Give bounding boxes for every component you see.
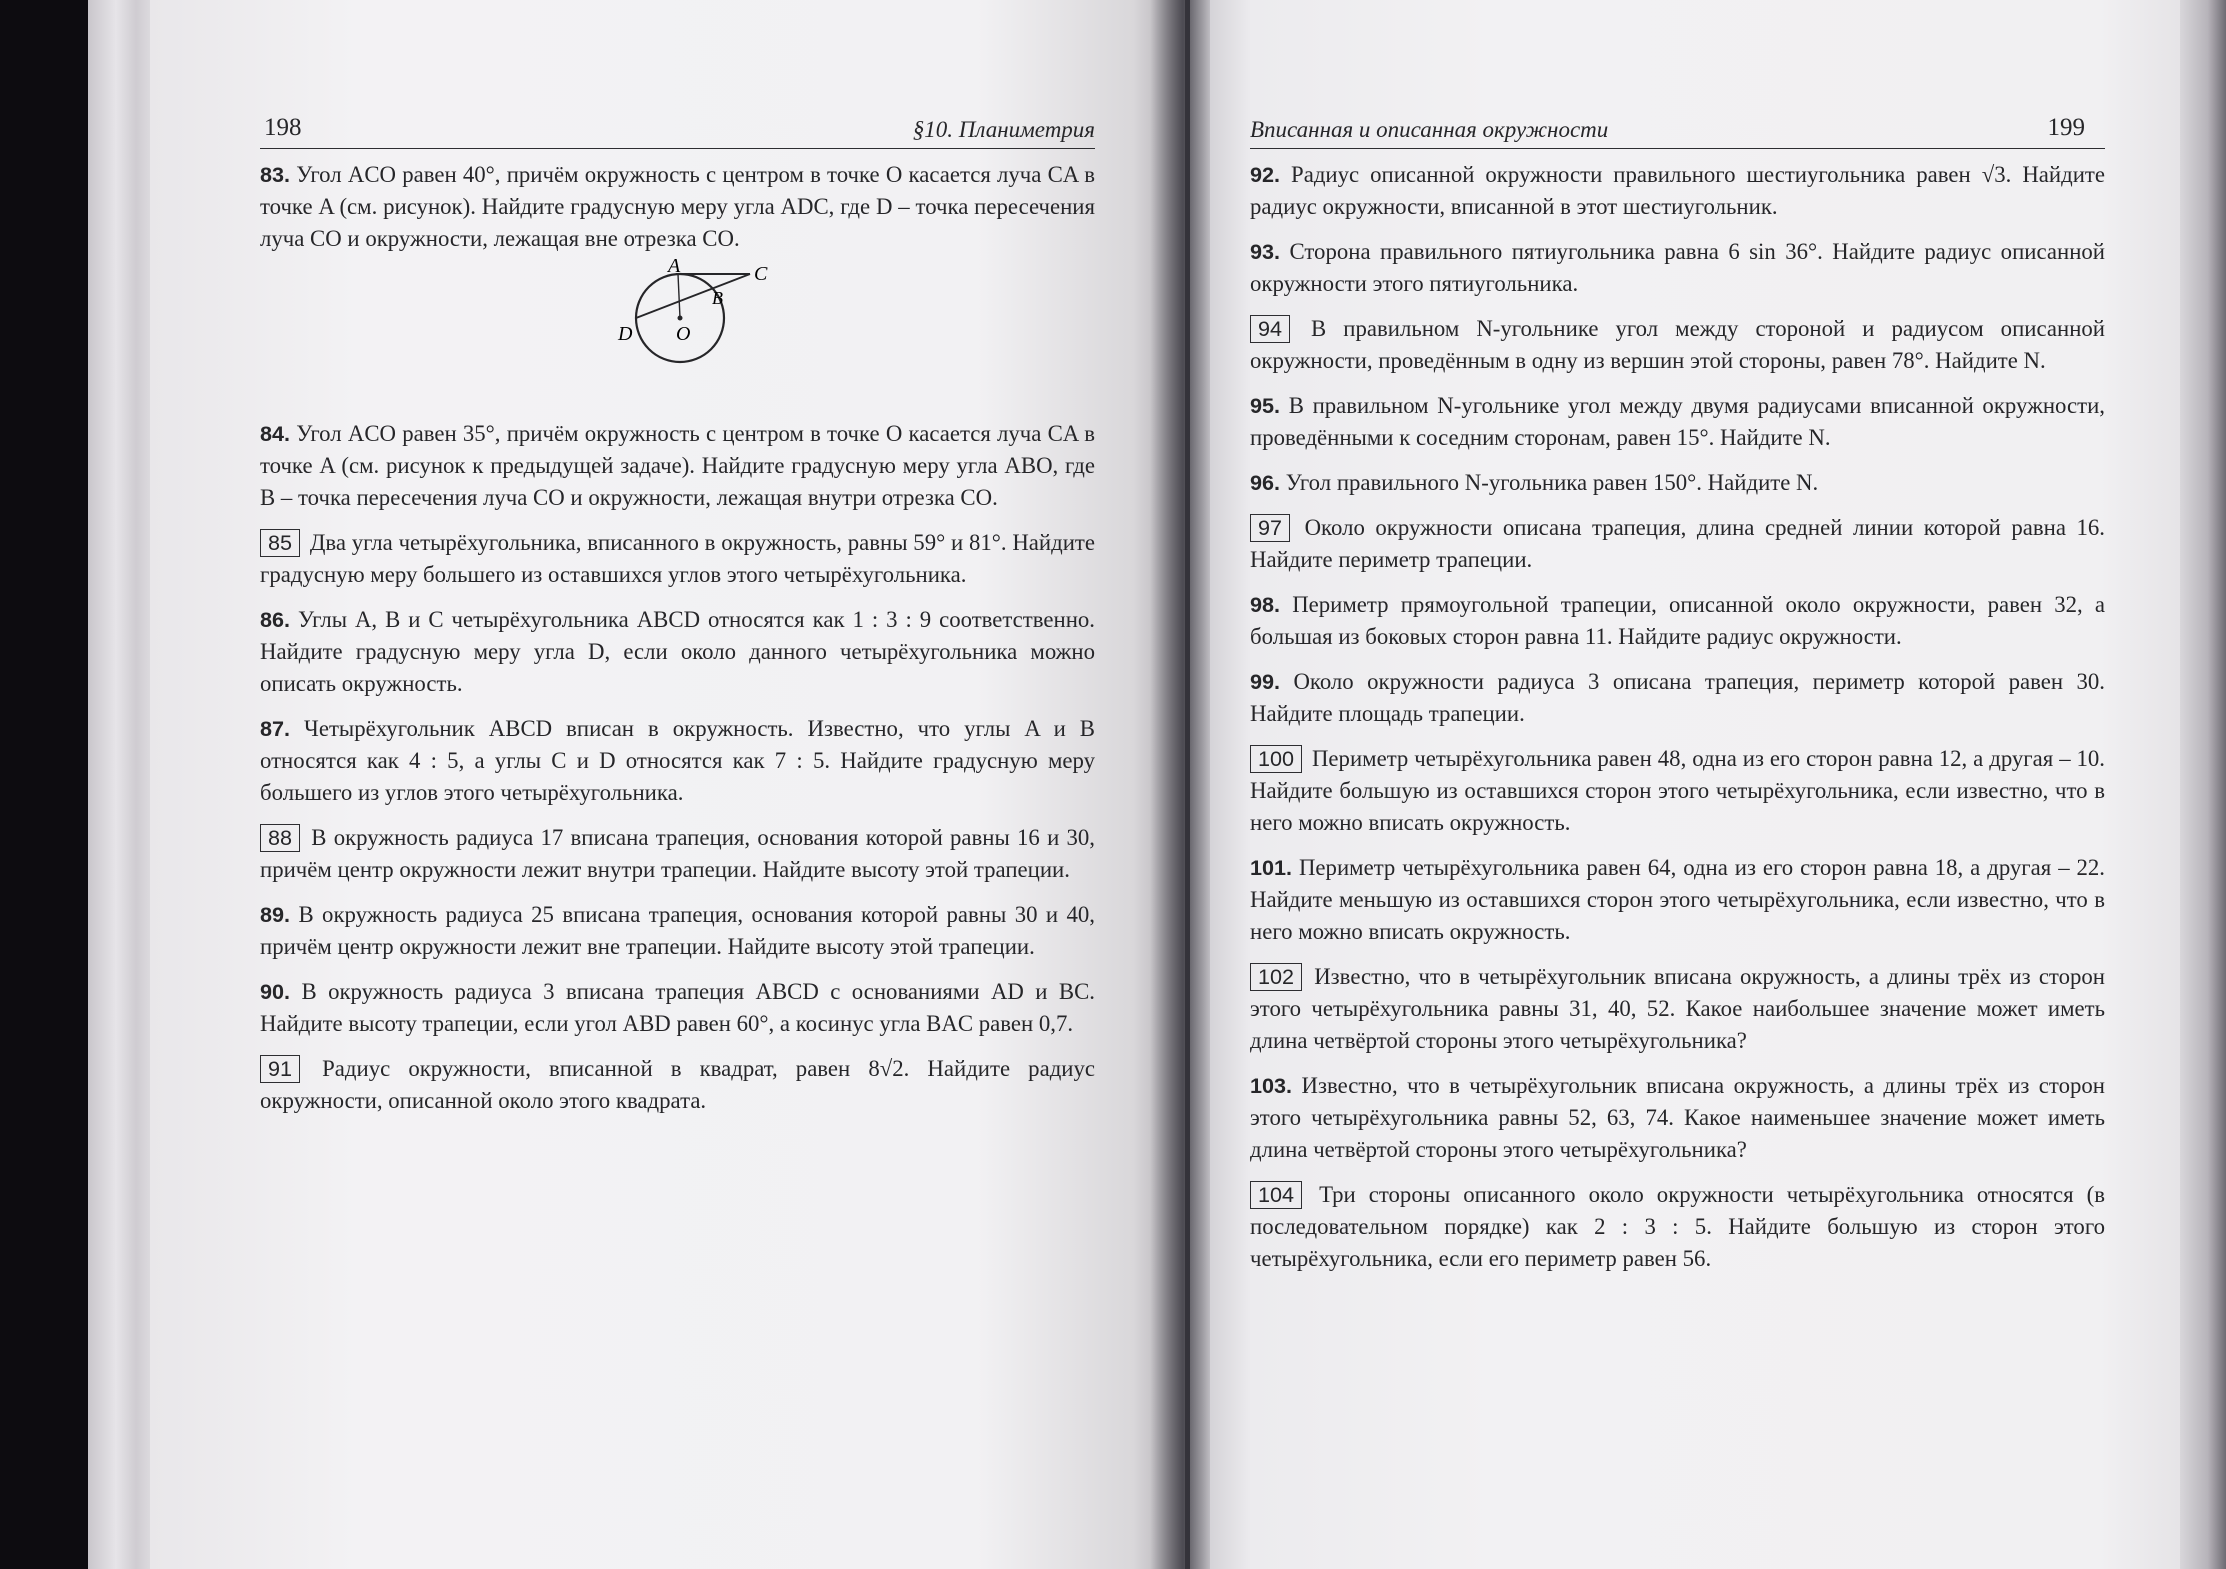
problem-89	[260, 899, 1095, 963]
problem-number: 99.	[1250, 669, 1281, 694]
problem-number: 96.	[1250, 470, 1281, 495]
left-page-header	[260, 110, 1095, 149]
problem-text: Радиус описанной окружности правильного шестиугольника равен √3. Найдите радиус окружности, вписанной в этот шестиугольник.	[1250, 162, 2105, 219]
problem-number: 95.	[1250, 393, 1281, 418]
problem-number: 98.	[1250, 592, 1281, 617]
problem-86	[260, 604, 1095, 700]
radius-oa	[678, 274, 680, 318]
problem-number: 90.	[260, 979, 291, 1004]
problem-text: Углы A, B и C четырёхугольника ABCD относятся как 1 : 3 : 9 соответственно. Найдите градусную меру угла D, если около данного четырёхугольника можно описать окружность.	[260, 607, 1095, 696]
center-point	[678, 316, 683, 321]
running-title: Вписанная и описанная окружности	[1250, 117, 1609, 142]
problem-text: Около окружности описана трапеция, длина средней линии которой равна 16. Найдите периметр трапеции.	[1250, 515, 2105, 572]
problem-87	[260, 713, 1095, 809]
problem-number-boxed: 85	[260, 529, 300, 557]
problem-104	[1250, 1179, 2105, 1275]
problem-text: Периметр прямоугольной трапеции, описанной около окружности, равен 32, а большая из боковых сторон равна 11. Найдите радиус окружности.	[1250, 592, 2105, 649]
problem-number-boxed: 91	[260, 1055, 300, 1083]
problem-number-boxed: 104	[1250, 1181, 1302, 1209]
problem-83	[260, 159, 1095, 255]
problem-91	[260, 1053, 1095, 1117]
circle-tangent-figure	[580, 255, 800, 418]
problem-88	[260, 822, 1095, 886]
problem-92	[1250, 159, 2105, 223]
problem-text: В окружность радиуса 3 вписана трапеция ABCD с основаниями AD и BC. Найдите высоту трапеции, если угол ABD равен 60°, а косинус угла BAC равен 0,7.	[260, 979, 1096, 1036]
label-a: A	[668, 255, 681, 277]
right-page-content	[1250, 110, 2105, 1288]
problem-84	[260, 418, 1095, 514]
page-number: 199	[2047, 114, 2085, 141]
page-number: 198	[264, 114, 302, 141]
label-o: O	[676, 323, 691, 345]
problem-number: 93.	[1250, 239, 1281, 264]
problem-101	[1250, 852, 2105, 948]
problem-95	[1250, 390, 2105, 454]
problem-100	[1250, 743, 2105, 839]
problem-text: Периметр четырёхугольника равен 48, одна из его сторон равна 12, а другая – 10. Найдите большую из оставшихся сторон этого четырёхугольника, если известно, что в него можно вписать окружность.	[1250, 746, 2106, 835]
problem-number: 86.	[260, 607, 291, 632]
label-d: D	[618, 323, 633, 345]
book-gutter	[1150, 0, 1210, 1569]
problem-94	[1250, 313, 2105, 377]
running-title: §10. Планиметрия	[912, 117, 1095, 142]
problem-number: 84.	[260, 421, 291, 446]
problem-102	[1250, 961, 2105, 1057]
problem-text: Известно, что в четырёхугольник вписана окружность, а длины трёх из сторон этого четырёхугольника равны 31, 40, 52. Какое наибольшее значение может иметь длина четвёртой стороны этого четырёхугольника?	[1250, 964, 2105, 1053]
problem-number: 101.	[1250, 855, 1293, 880]
right-page-header	[1250, 110, 2105, 149]
problem-number: 87.	[260, 716, 291, 741]
problem-number-boxed: 100	[1250, 745, 1302, 773]
problem-98	[1250, 589, 2105, 653]
problem-text: Угол ACO равен 35°, причём окружность с центром в точке O касается луча CA в точке A (см. рисунок к предыдущей задаче). Найдите градусную меру угла ABO, где B – точка пересечения луча CO и окружности, лежащая внутри отрезка CO.	[260, 421, 1095, 510]
left-page-content	[260, 110, 1095, 1130]
problem-text: Радиус окружности, вписанной в квадрат, равен 8√2. Найдите радиус окружности, описанной около этого квадрата.	[260, 1056, 1096, 1113]
problem-text: Периметр четырёхугольника равен 64, одна из его сторон равна 18, а другая – 22. Найдите меньшую из оставшихся сторон этого четырёхугольника, если известно, что в него можно вписать окружность.	[1250, 855, 2106, 944]
problem-85	[260, 527, 1095, 591]
problem-text: Угол правильного N-угольника равен 150°. Найдите N.	[1285, 470, 1819, 495]
problem-text: Два угла четырёхугольника, вписанного в окружность, равны 59° и 81°. Найдите градусную меру большего из оставшихся углов этого четырёхугольника.	[260, 530, 1095, 587]
label-b: B	[712, 288, 723, 308]
problem-96	[1250, 467, 2105, 499]
problem-text: Угол ACO равен 40°, причём окружность с центром в точке O касается луча CA в точке A (см. рисунок). Найдите градусную меру угла ADC, где D – точка пересечения луча CO и окружности, лежащая вне отрезка CO.	[260, 162, 1095, 251]
problem-number: 83.	[260, 162, 291, 187]
problem-text: Четырёхугольник ABCD вписан в окружность. Известно, что углы A и B относятся как 4 : 5, а углы C и D относятся как 7 : 5. Найдите градусную меру большего из углов этого четырёхугольника.	[260, 716, 1096, 805]
problem-number-boxed: 88	[260, 824, 300, 852]
problem-number-boxed: 94	[1250, 315, 1290, 343]
secant-line-co	[636, 274, 750, 318]
problem-text: В правильном N-угольнике угол между стороной и радиусом описанной окружности, проведённым в одну из вершин этой стороны, равен 78°. Найдите N.	[1250, 316, 2105, 373]
problem-97	[1250, 512, 2105, 576]
label-c: C	[754, 263, 768, 285]
problem-93	[1250, 236, 2105, 300]
problem-103	[1250, 1070, 2105, 1166]
problem-text: Известно, что в четырёхугольник вписана окружность, а длины трёх из сторон этого четырёхугольника равны 52, 63, 74. Какое наименьшее значение может иметь длина четвёртой стороны этого четырёхугольника?	[1250, 1073, 2105, 1162]
problem-text: В окружность радиуса 17 вписана трапеция, основания которой равны 16 и 30, причём центр окружности лежит внутри трапеции. Найдите высоту этой трапеции.	[260, 825, 1095, 882]
problem-text: Сторона правильного пятиугольника равна 6 sin 36°. Найдите радиус описанной окружности этого пятиугольника.	[1250, 239, 2105, 296]
problem-number: 103.	[1250, 1073, 1293, 1098]
problem-number-boxed: 102	[1250, 963, 1302, 991]
figure-container	[260, 255, 1095, 418]
problem-90	[260, 976, 1095, 1040]
problem-number: 92.	[1250, 162, 1281, 187]
problem-number: 89.	[260, 902, 291, 927]
problem-99	[1250, 666, 2105, 730]
problem-text: Около окружности радиуса 3 описана трапеция, периметр которой равен 30. Найдите площадь трапеции.	[1250, 669, 2106, 726]
right-page-edge	[2180, 0, 2226, 1569]
problem-number-boxed: 97	[1250, 514, 1290, 542]
problem-text: Три стороны описанного около окружности четырёхугольника относятся (в последовательном порядке) как 2 : 3 : 5. Найдите большую из сторон этого четырёхугольника, если его периметр равен 56.	[1250, 1182, 2105, 1271]
problem-text: В окружность радиуса 25 вписана трапеция, основания которой равны 30 и 40, причём центр окружности лежит вне трапеции. Найдите высоту этой трапеции.	[260, 902, 1095, 959]
problem-text: В правильном N-угольнике угол между двумя радиусами вписанной окружности, проведёнными к соседним сторонам, равен 15°. Найдите N.	[1250, 393, 2105, 450]
